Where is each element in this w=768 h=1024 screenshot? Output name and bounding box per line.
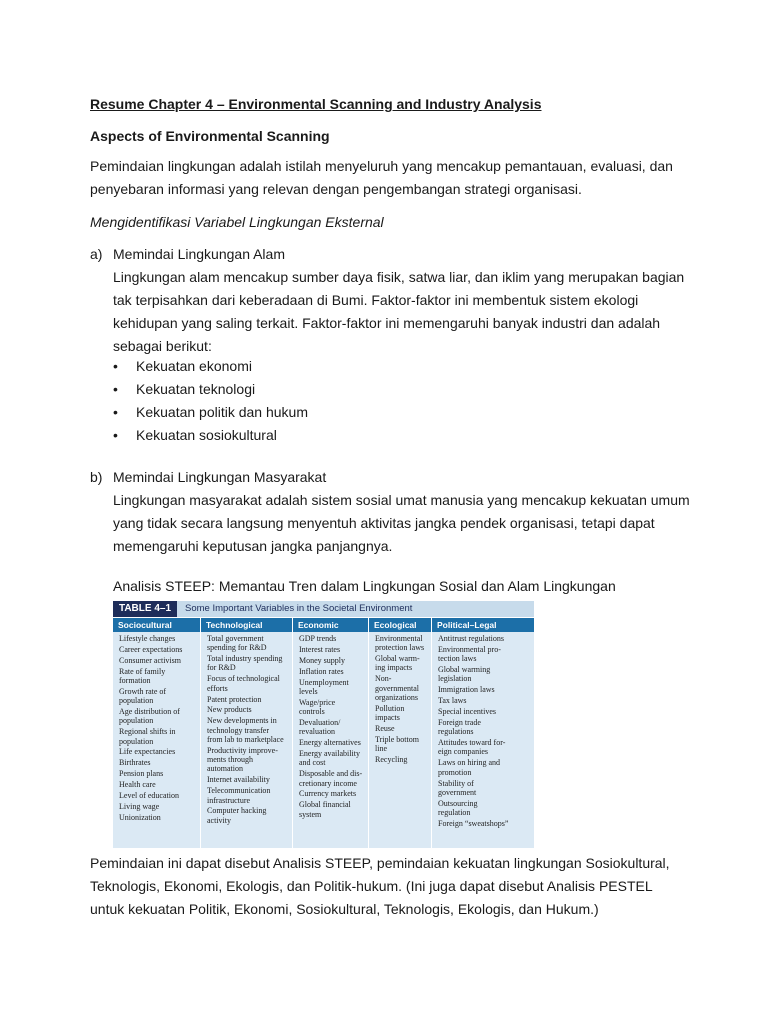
table-cell: Environmental protection laws (375, 634, 425, 653)
section-b-title: Memindai Lingkungan Masyarakat (113, 469, 327, 485)
table-cell: Total industry spending for R&D (207, 654, 283, 673)
column-header: Economic (293, 618, 368, 632)
table-cell: Immigration laws (438, 685, 495, 695)
table-cell: Birthrates (119, 758, 151, 768)
table-cell: Foreign trade regulations (438, 717, 481, 737)
table-cell: Global warm- ing impacts (375, 654, 420, 673)
table-cell: Recycling (375, 755, 408, 765)
table-cell: Living wage (119, 801, 160, 811)
table-cell: Total government spending for R&D (207, 634, 267, 653)
bullet-item: • Kekuatan ekonomi (113, 358, 252, 374)
column-items (293, 632, 368, 819)
table-cell: Pollution impacts (375, 703, 405, 723)
section-b-body (113, 489, 690, 558)
section-a-body (113, 266, 684, 358)
bullet-text: Kekuatan ekonomi (136, 358, 252, 374)
table-cell: Energy alternatives (299, 738, 361, 748)
table-cell: Environmental pro- tection laws (438, 644, 501, 664)
steep-table-figure (113, 598, 534, 850)
steep-caption: Analisis STEEP: Memantau Tren dalam Lingkungan Sosial dan Alam Lingkungan (113, 578, 616, 594)
table-cell: Laws on hiring and promotion (438, 758, 500, 777)
table-cell: Pension plans (119, 769, 164, 779)
table-cell: Age distribution of population (119, 707, 180, 726)
table-cell: Growth rate of population (119, 686, 167, 706)
table-cell: Interest rates (299, 644, 341, 654)
table-cell: Triple bottom line (375, 734, 419, 754)
table-cell: Level of education (119, 790, 179, 800)
table-cell: Energy availability and cost (299, 749, 360, 768)
body-line: yang tidak secara langsung menyentuh aktivitas jangka pendek organisasi, tetapi dapat (113, 515, 655, 531)
bullet-item: • Kekuatan politik dan hukum (113, 404, 308, 420)
table-cell: Health care (119, 780, 156, 790)
column-header: Sociocultural (113, 618, 200, 632)
table-cell: Rate of family formation (119, 666, 166, 685)
table-cell: Outsourcing regulation (438, 798, 478, 817)
table-column-political-legal (432, 618, 534, 848)
list-marker-b: b) (90, 469, 103, 485)
body-line: Lingkungan alam mencakup sumber daya fisik, satwa liar, dan iklim yang merupakan bagian (113, 269, 685, 285)
column-header: Technological (201, 618, 292, 632)
column-items (113, 632, 200, 822)
column-header: Political–Legal (432, 618, 534, 632)
table-cell: Unemployment levels (299, 677, 349, 696)
section-heading: Aspects of Environmental Scanning (90, 128, 330, 144)
table-columns (113, 618, 534, 848)
table-cell: Focus of technological efforts (207, 674, 280, 693)
table-cell: Life expectancies (119, 747, 176, 757)
intro-line: Pemindaian lingkungan adalah istilah menyeluruh yang mencakup pemantauan, evaluasi, dan (90, 158, 673, 174)
body-line: sebagai berikut: (113, 338, 212, 354)
table-cell: Stability of government (438, 778, 477, 797)
table-cell: Productivity improve- ments through automation (207, 745, 278, 774)
intro-line: penyebaran informasi yang relevan dengan pengembangan strategi organisasi. (90, 181, 582, 197)
table-cell: Foreign “sweatshops” (438, 818, 509, 828)
table-column-sociocultural (113, 618, 201, 848)
table-cell: Career expectations (119, 644, 183, 654)
table-cell: Devaluation/ revaluation (299, 717, 341, 737)
table-cell: Money supply (299, 655, 345, 665)
column-items (369, 632, 431, 764)
table-cell: Tax laws (438, 696, 467, 706)
table-cell: Attitudes toward for- eign companies (438, 738, 506, 757)
closing-line: Pemindaian ini dapat disebut Analisis STEEP, pemindaian kekuatan lingkungan Sosiokultural, (90, 855, 670, 871)
column-items (201, 632, 292, 825)
table-cell: Antitrust regulations (438, 634, 504, 643)
table-cell: GDP trends (299, 634, 337, 643)
table-cell: Regional shifts in population (119, 727, 176, 746)
table-cell: Lifestyle changes (119, 634, 176, 643)
table-column-ecological (369, 618, 432, 848)
table-cell: Special incentives (438, 707, 496, 717)
table-cell: Unionization (119, 812, 161, 822)
subheading: Mengidentifikasi Variabel Lingkungan Eksternal (90, 214, 384, 230)
table-cell: Inflation rates (299, 666, 344, 676)
body-line: Lingkungan masyarakat adalah sistem sosial umat manusia yang mencakup kekuatan umum (113, 492, 690, 508)
table-cell: New products (207, 705, 252, 715)
intro-paragraph (90, 155, 673, 201)
list-marker-a: a) (90, 246, 103, 262)
closing-paragraph (90, 852, 670, 921)
table-caption: Some Important Variables in the Societal Environment (177, 601, 534, 617)
table-column-economic (293, 618, 369, 848)
table-cell: Reuse (375, 724, 395, 734)
table-cell: Telecommunication infrastructure (207, 786, 271, 805)
closing-line: Teknologis, Ekonomi, Ekologis, dan Politik-hukum. (Ini juga dapat disebut Analisis PESTEL (90, 878, 653, 894)
column-header: Ecological (369, 618, 431, 632)
table-cell: New developments in technology transfer from lab to marketplace (207, 716, 284, 744)
table-cell: Global financial system (299, 800, 351, 819)
table-cell: Consumer activism (119, 655, 181, 665)
table-header-bar (113, 601, 534, 617)
bullet-text: Kekuatan politik dan hukum (136, 404, 308, 420)
table-cell: Disposable and dis- cretionary income (299, 769, 363, 788)
section-a-title: Memindai Lingkungan Alam (113, 246, 285, 262)
table-cell: Internet availability (207, 775, 270, 785)
bullet-text: Kekuatan sosiokultural (136, 427, 277, 443)
table-number-badge: TABLE 4–1 (113, 601, 177, 617)
body-line: kehidupan yang saling terkait. Faktor-faktor ini memengaruhi banyak industri dan adalah (113, 315, 661, 331)
body-line: tak terpisahkan dari keberadaan di Bumi. Faktor-faktor ini membentuk sistem ekologi (113, 292, 639, 308)
table-cell: Non- governmental organizations (375, 674, 419, 702)
table-cell: Wage/price controls (299, 697, 336, 717)
document-title: Resume Chapter 4 – Environmental Scanning and Industry Analysis (90, 96, 542, 112)
table-cell: Global warming legislation (438, 665, 491, 684)
closing-line: untuk kekuatan Politik, Ekonomi, Sosiokultural, Teknologis, Ekologis, dan Hukum.) (90, 901, 599, 917)
table-cell: Patent protection (207, 694, 262, 704)
table-cell: Currency markets (299, 789, 357, 799)
bullet-text: Kekuatan teknologi (136, 381, 256, 397)
body-line: memengaruhi keputusan jangka panjangnya. (113, 538, 393, 554)
table-cell: Computer hacking activity (207, 806, 267, 825)
bullet-item: • Kekuatan sosiokultural (113, 427, 277, 443)
table-column-technological (201, 618, 293, 848)
bullet-item: • Kekuatan teknologi (113, 381, 256, 397)
column-items (432, 632, 534, 828)
